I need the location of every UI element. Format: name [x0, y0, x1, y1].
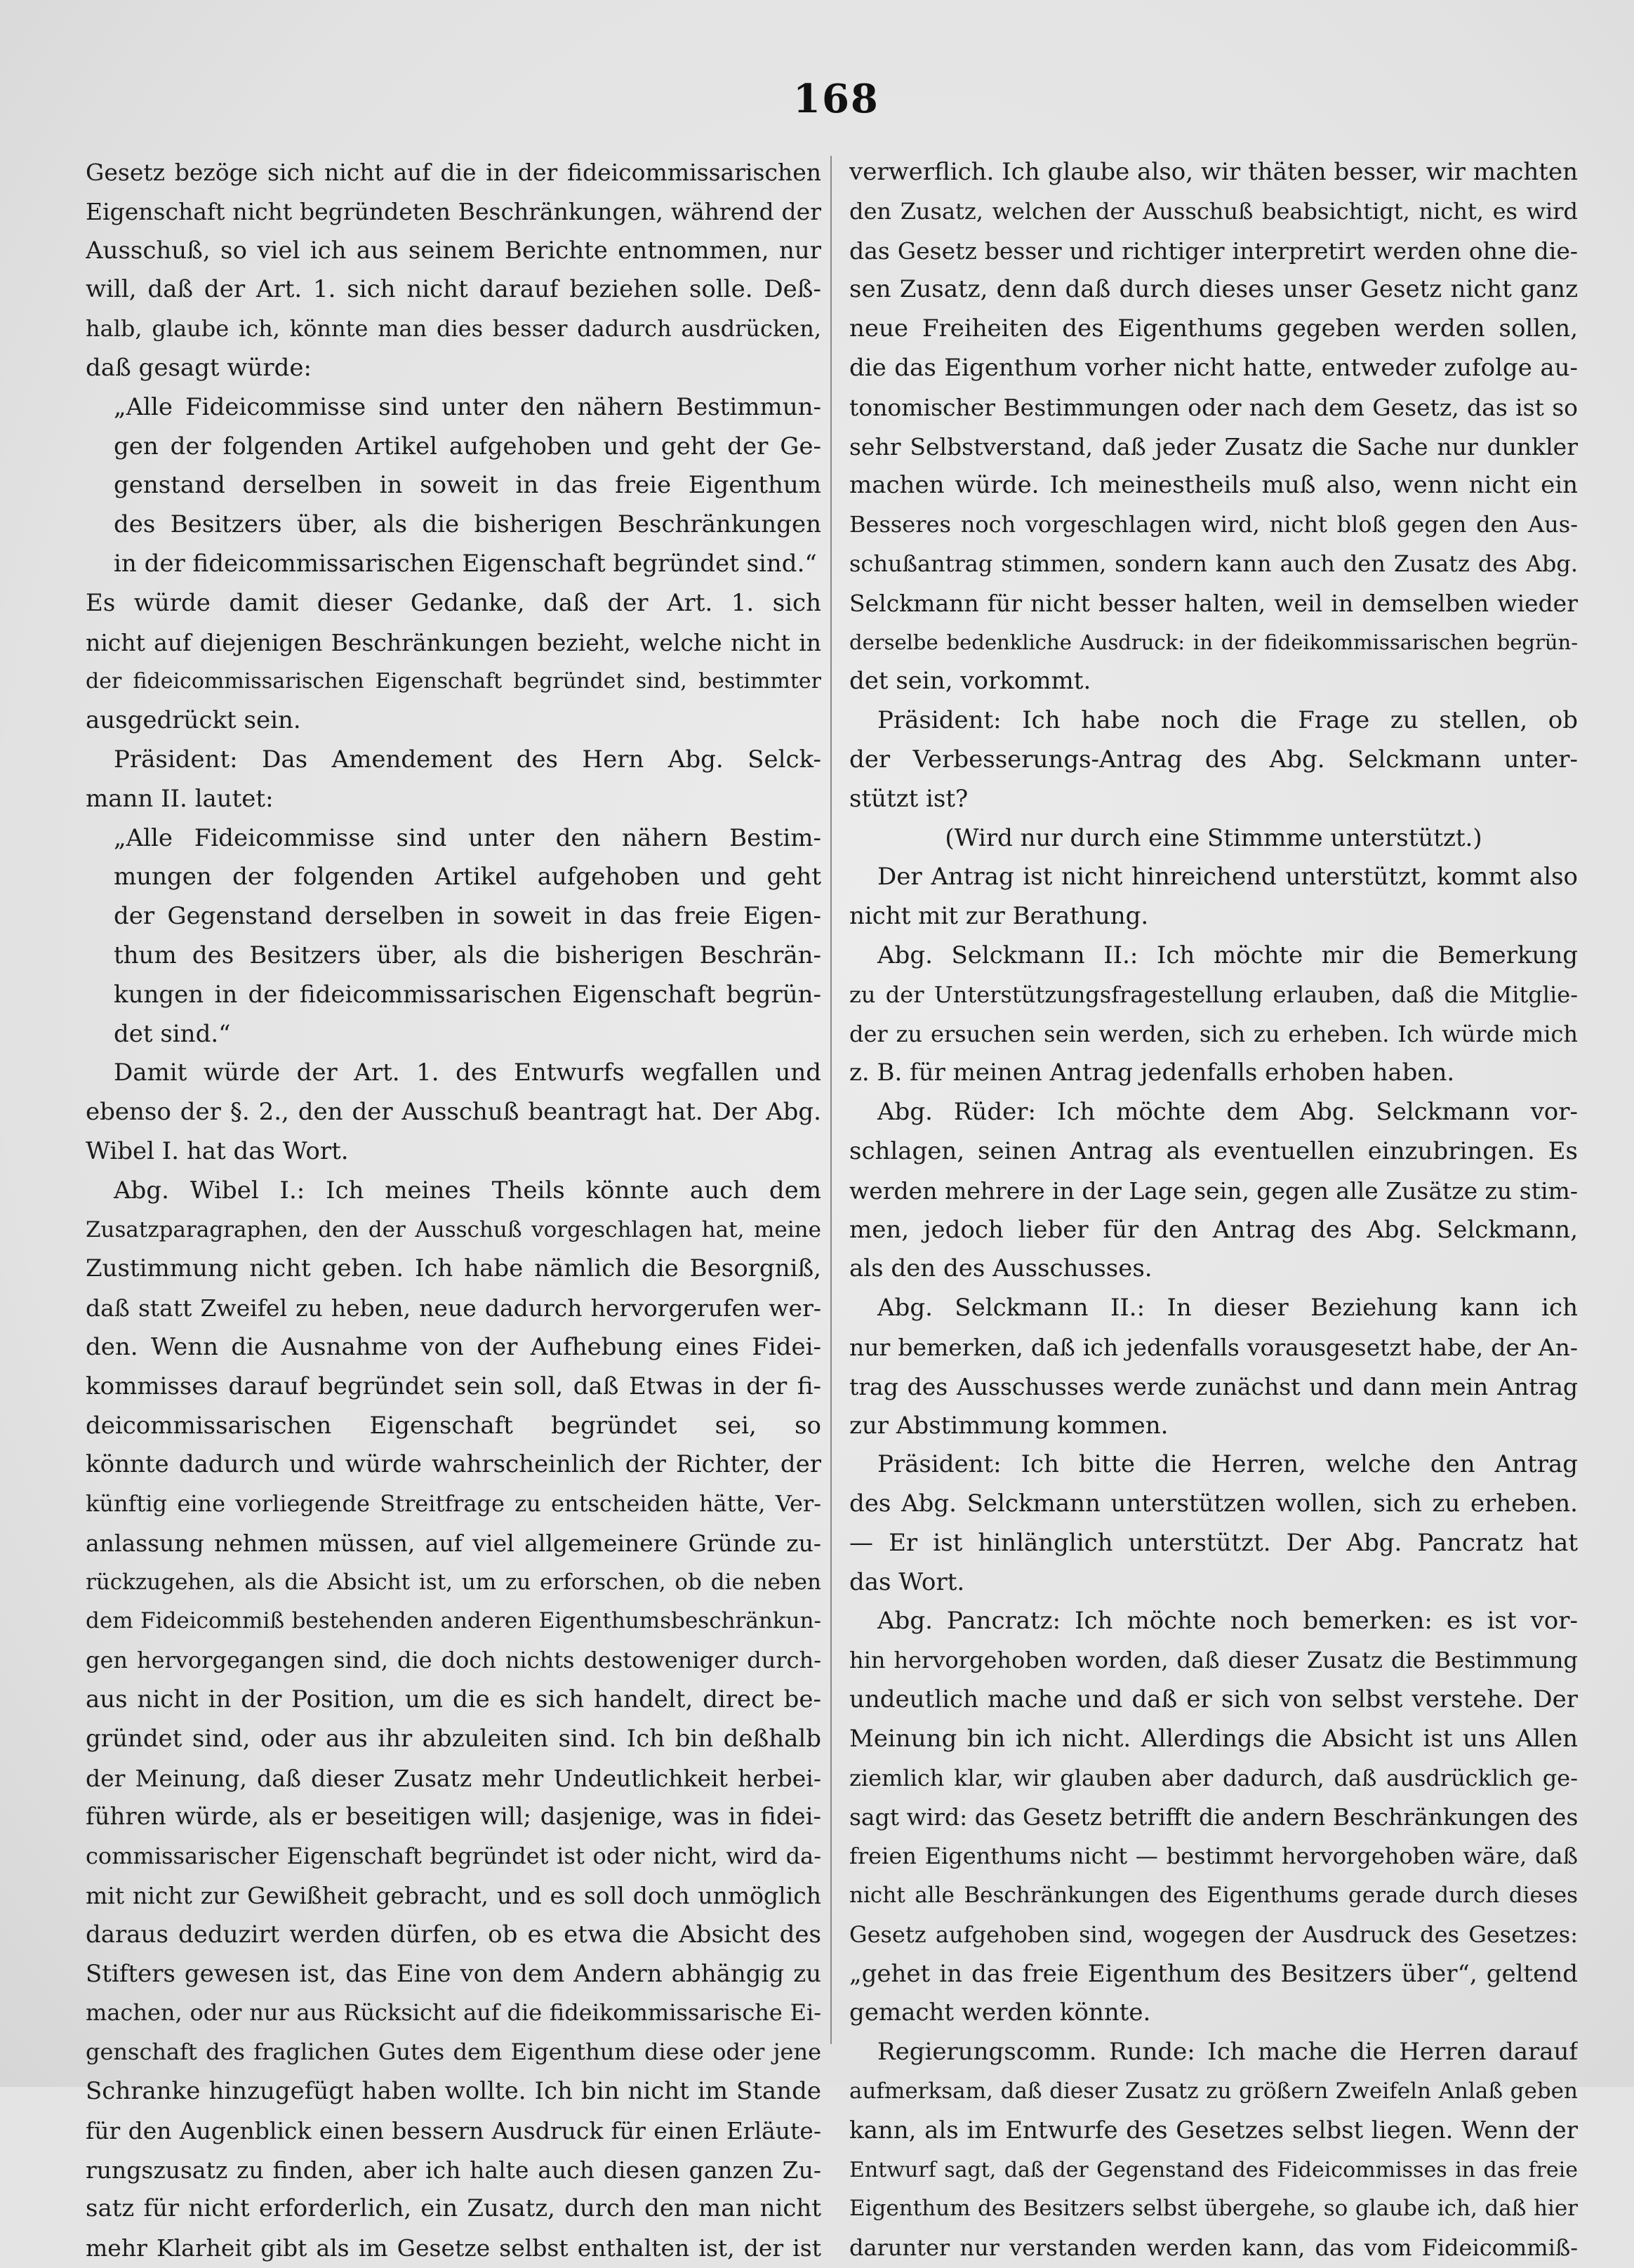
text-line: gemacht werden könnte.	[849, 1998, 1151, 2027]
text-line: genstand derselben in soweit in das freie Eigenthum	[114, 471, 821, 500]
text-line: der Meinung, daß dieser Zusatz mehr Undeutlichkeit herbei-	[86, 1764, 821, 1792]
text-line: Eigenthum des Besitzers selbst übergehe, so glaube ich, daß hier	[849, 2196, 1578, 2222]
text-line: gen hervorgegangen sind, die doch nichts destoweniger durch-	[86, 1647, 821, 1674]
text-line: sen Zusatz, denn daß durch dieses unser Gesetz nicht ganz	[849, 275, 1578, 304]
text-line: aufmerksam, daß dieser Zusatz zu größern Zweifeln Anlaß geben	[849, 2078, 1578, 2104]
left-column	[86, 153, 821, 2268]
text-line: des Besitzers über, als die bisherigen Beschränkungen	[114, 510, 821, 539]
text-line: Der Antrag ist nicht hinreichend unterstützt, kommt also	[877, 863, 1578, 891]
text-line: gründet sind, oder aus ihr abzuleiten sind. Ich bin deßhalb	[86, 1724, 821, 1753]
text-line: den. Wenn die Ausnahme von der Aufhebung eines Fidei-	[86, 1332, 821, 1361]
text-line: Abg. Selckmann II.: Ich möchte mir die Bemerkung	[877, 941, 1578, 969]
text-line: den Zusatz, welchen der Ausschuß beabsichtigt, nicht, es wird	[849, 197, 1578, 225]
text-line: der fideicommissarischen Eigenschaft begründet sind, bestimmter	[86, 669, 821, 694]
text-line: ziemlich klar, wir glauben aber dadurch, daß ausdrücklich ge-	[849, 1764, 1578, 1791]
text-line: Abg. Pancratz: Ich möchte noch bemerken: es ist vor-	[877, 1607, 1578, 1636]
text-line: Präsident: Das Amendement des Hern Abg. Selck-	[114, 745, 821, 774]
text-line: stützt ist?	[849, 784, 969, 813]
text-line: Wibel I. hat das Wort.	[86, 1136, 349, 1165]
text-line: will, daß der Art. 1. sich nicht darauf beziehen solle. Deß-	[86, 275, 821, 304]
text-line: nicht alle Beschränkungen des Eigenthums gerade durch dieses	[849, 1883, 1578, 1909]
text-line: gen der folgenden Artikel aufgehoben und geht der Ge-	[114, 432, 821, 460]
text-line: Zusatzparagraphen, den der Ausschuß vorgeschlagen hat, meine	[86, 1216, 821, 1242]
text-line: rückzugehen, als die Absicht ist, um zu erforschen, ob die neben	[86, 1569, 821, 1595]
column-divider	[830, 156, 832, 2044]
text-line: det sein, vorkommt.	[849, 667, 1091, 696]
text-line: Besseres noch vorgeschlagen wird, nicht bloß gegen den Aus-	[849, 511, 1578, 538]
text-line: verwerflich. Ich glaube also, wir thäten besser, wir machten	[849, 158, 1578, 186]
text-line: nur bemerken, daß ich jedenfalls vorausgesetzt habe, der An-	[849, 1333, 1578, 1361]
text-line: undeutlich mache und daß er sich von selbst verstehe. Der	[849, 1685, 1578, 1714]
text-line: zu der Unterstützungsfragestellung erlauben, daß die Mitglie-	[849, 981, 1578, 1008]
text-line: tonomischer Bestimmungen oder nach dem Gesetz, das ist so	[849, 393, 1578, 421]
text-line: schußantrag stimmen, sondern kann auch den Zusatz des Abg.	[849, 550, 1578, 577]
text-line: z. B. für meinen Antrag jedenfalls erhoben haben.	[849, 1059, 1455, 1087]
text-line: men, jedoch lieber für den Antrag des Abg. Selckmann,	[849, 1215, 1578, 1244]
text-line: hin hervorgehoben worden, daß dieser Zusatz die Bestimmung	[849, 1647, 1578, 1674]
text-line: schlagen, seinen Antrag als eventuellen einzubringen. Es	[849, 1136, 1578, 1165]
text-line: in der fideicommissarischen Eigenschaft begründet sind.“	[114, 549, 817, 578]
text-line: daraus deduzirt werden dürfen, ob es etwa die Absicht des	[86, 1920, 821, 1949]
text-line: führen würde, als er beseitigen will; dasjenige, was in fidei-	[86, 1803, 821, 1831]
text-line: Eigenschaft nicht begründeten Beschränkungen, während der	[86, 197, 821, 225]
text-line: zur Abstimmung kommen.	[849, 1411, 1169, 1440]
text-line: Entwurf sagt, daß der Gegenstand des Fideicommisses in das freie	[849, 2157, 1578, 2182]
text-line: der zu ersuchen sein werden, sich zu erheben. Ich würde mich	[849, 1020, 1578, 1047]
text-line: darunter nur verstanden werden kann, das vom Fideicommiß-	[849, 2234, 1578, 2262]
text-line: Es würde damit dieser Gedanke, daß der Art. 1. sich	[86, 588, 821, 617]
text-line: Abg. Wibel I.: Ich meines Theils könnte auch dem	[114, 1176, 821, 1205]
text-line: Regierungscomm. Runde: Ich mache die Herren darauf	[877, 2038, 1578, 2067]
text-line: (Wird nur durch eine Stimmme unterstützt.)	[945, 823, 1482, 852]
text-line: ausgedrückt sein.	[86, 706, 301, 735]
text-line: ebenso der §. 2., den der Ausschuß beantragt hat. Der Abg.	[86, 1098, 821, 1127]
text-line: Damit würde der Art. 1. des Entwurfs wegfallen und	[114, 1059, 821, 1087]
right-column	[849, 153, 1578, 2268]
text-line: „Alle Fideicommisse sind unter den nähern Bestimmun-	[114, 392, 821, 421]
text-line: mit nicht zur Gewißheit gebracht, und es soll doch unmöglich	[86, 1882, 821, 1910]
text-line: deicommissarischen Eigenschaft begründet sei, so	[86, 1411, 821, 1440]
text-line: das Gesetz besser und richtiger interpretirt werden ohne die-	[849, 237, 1578, 265]
text-line: daß statt Zweifel zu heben, neue dadurch hervorgerufen wer-	[86, 1294, 821, 1322]
text-line: nicht auf diejenigen Beschränkungen bezieht, welche nicht in	[86, 628, 821, 656]
text-line: halb, glaube ich, könnte man dies besser dadurch ausdrücken,	[86, 315, 821, 343]
text-line: Gesetz aufgehoben sind, wogegen der Ausdruck des Gesetzes:	[849, 1921, 1578, 1948]
text-line: Präsident: Ich habe noch die Frage zu stellen, ob	[877, 706, 1578, 735]
text-line: Selckmann für nicht besser halten, weil in demselben wieder	[849, 589, 1578, 617]
text-line: thum des Besitzers über, als die bisherigen Beschrän-	[114, 941, 821, 969]
text-line: für den Augenblick einen bessern Ausdruck für einen Erläute-	[86, 2116, 821, 2144]
text-line: Abg. Selckmann II.: In dieser Beziehung kann ich	[877, 1294, 1578, 1322]
text-line: Gesetz bezöge sich nicht auf die in der fideicommissarischen	[86, 159, 821, 186]
text-line: kungen in der fideicommissarischen Eigenschaft begrün-	[114, 980, 821, 1009]
text-line: Stifters gewesen ist, das Eine von dem Andern abhängig zu	[86, 1959, 821, 1988]
text-line: mungen der folgenden Artikel aufgehoben und geht	[114, 863, 821, 891]
text-line: satz für nicht erforderlich, ein Zusatz, durch den man nicht	[86, 2194, 821, 2223]
text-line: trag des Ausschusses werde zunächst und dann mein Antrag	[849, 1372, 1578, 1400]
text-line: das Wort.	[849, 1567, 965, 1596]
text-line: Präsident: Ich bitte die Herren, welche den Antrag	[877, 1450, 1578, 1479]
text-line: werden mehrere in der Lage sein, gegen alle Zusätze zu stim-	[849, 1176, 1578, 1205]
text-line: als den des Ausschusses.	[849, 1254, 1153, 1283]
text-line: commissarischer Eigenschaft begründet ist oder nicht, wird da-	[86, 1843, 821, 1870]
text-line: Meinung bin ich nicht. Allerdings die Absicht ist uns Allen	[849, 1724, 1578, 1753]
text-line: anlassung nehmen müssen, auf viel allgemeinere Gründe zu-	[86, 1529, 821, 1557]
text-line: det sind.“	[114, 1019, 231, 1048]
text-line: daß gesagt würde:	[86, 353, 312, 382]
text-line: sehr Selbstverstand, daß jeder Zusatz die Sache nur dunkler	[849, 432, 1578, 460]
text-line: sagt wird: das Gesetz betrifft die andern Beschränkungen des	[849, 1803, 1578, 1831]
text-line: Schranke hinzugefügt haben wollte. Ich bin nicht im Stande	[86, 2077, 821, 2106]
text-line: aus nicht in der Position, um die es sich handelt, direct be-	[86, 1685, 821, 1714]
text-line: nicht mit zur Berathung.	[849, 902, 1149, 931]
text-line: könnte dadurch und würde wahrscheinlich der Richter, der	[86, 1450, 821, 1479]
text-line: Abg. Rüder: Ich möchte dem Abg. Selckmann vor-	[877, 1098, 1578, 1127]
text-line: mehr Klarheit gibt als im Gesetze selbst enthalten ist, der ist	[86, 2234, 821, 2262]
text-line: machen, oder nur aus Rücksicht auf die fideikommissarische Ei-	[86, 1999, 821, 2027]
text-line: der Gegenstand derselben in soweit in das freie Eigen-	[114, 902, 821, 931]
page-number: 168	[793, 76, 879, 122]
text-line: rungszusatz zu finden, aber ich halte auch diesen ganzen Zu-	[86, 2156, 821, 2184]
text-line: genschaft des fraglichen Gutes dem Eigenthum diese oder jene	[86, 2038, 821, 2066]
text-line: „Alle Fideicommisse sind unter den nähern Bestim-	[114, 823, 821, 852]
text-line: „gehet in das freie Eigenthum des Besitzers über“, geltend	[849, 1959, 1578, 1988]
text-line: des Abg. Selckmann unterstützen wollen, sich zu erheben.	[849, 1490, 1578, 1518]
text-line: derselbe bedenkliche Ausdruck: in der fideikommissarischen begrün-	[849, 630, 1578, 654]
text-line: freien Eigenthums nicht — bestimmt hervorgehoben wäre, daß	[849, 1843, 1578, 1870]
text-line: künftig eine vorliegende Streitfrage zu entscheiden hätte, Ver-	[86, 1490, 821, 1518]
text-line: Zustimmung nicht geben. Ich habe nämlich die Besorgniß,	[86, 1254, 821, 1283]
text-line: neue Freiheiten des Eigenthums gegeben werden sollen,	[849, 314, 1578, 343]
text-line: kann, als im Entwurfe des Gesetzes selbst liegen. Wenn der	[849, 2116, 1578, 2144]
text-line: die das Eigenthum vorher nicht hatte, entweder zufolge au-	[849, 353, 1578, 382]
text-line: kommisses darauf begründet sein soll, daß Etwas in der fi-	[86, 1372, 821, 1400]
text-line: — Er ist hinlänglich unterstützt. Der Abg. Pancratz hat	[849, 1528, 1578, 1557]
text-line: Ausschuß, so viel ich aus seinem Berichte entnommen, nur	[86, 236, 821, 265]
text-line: machen würde. Ich meinestheils muß also, wenn nicht ein	[849, 471, 1578, 500]
text-line: mann II. lautet:	[86, 784, 274, 813]
text-line: dem Fideicommiß bestehenden anderen Eigenthumsbeschränkun-	[86, 1608, 821, 1634]
text-line: der Verbesserungs-Antrag des Abg. Selckmann unter-	[849, 745, 1578, 774]
